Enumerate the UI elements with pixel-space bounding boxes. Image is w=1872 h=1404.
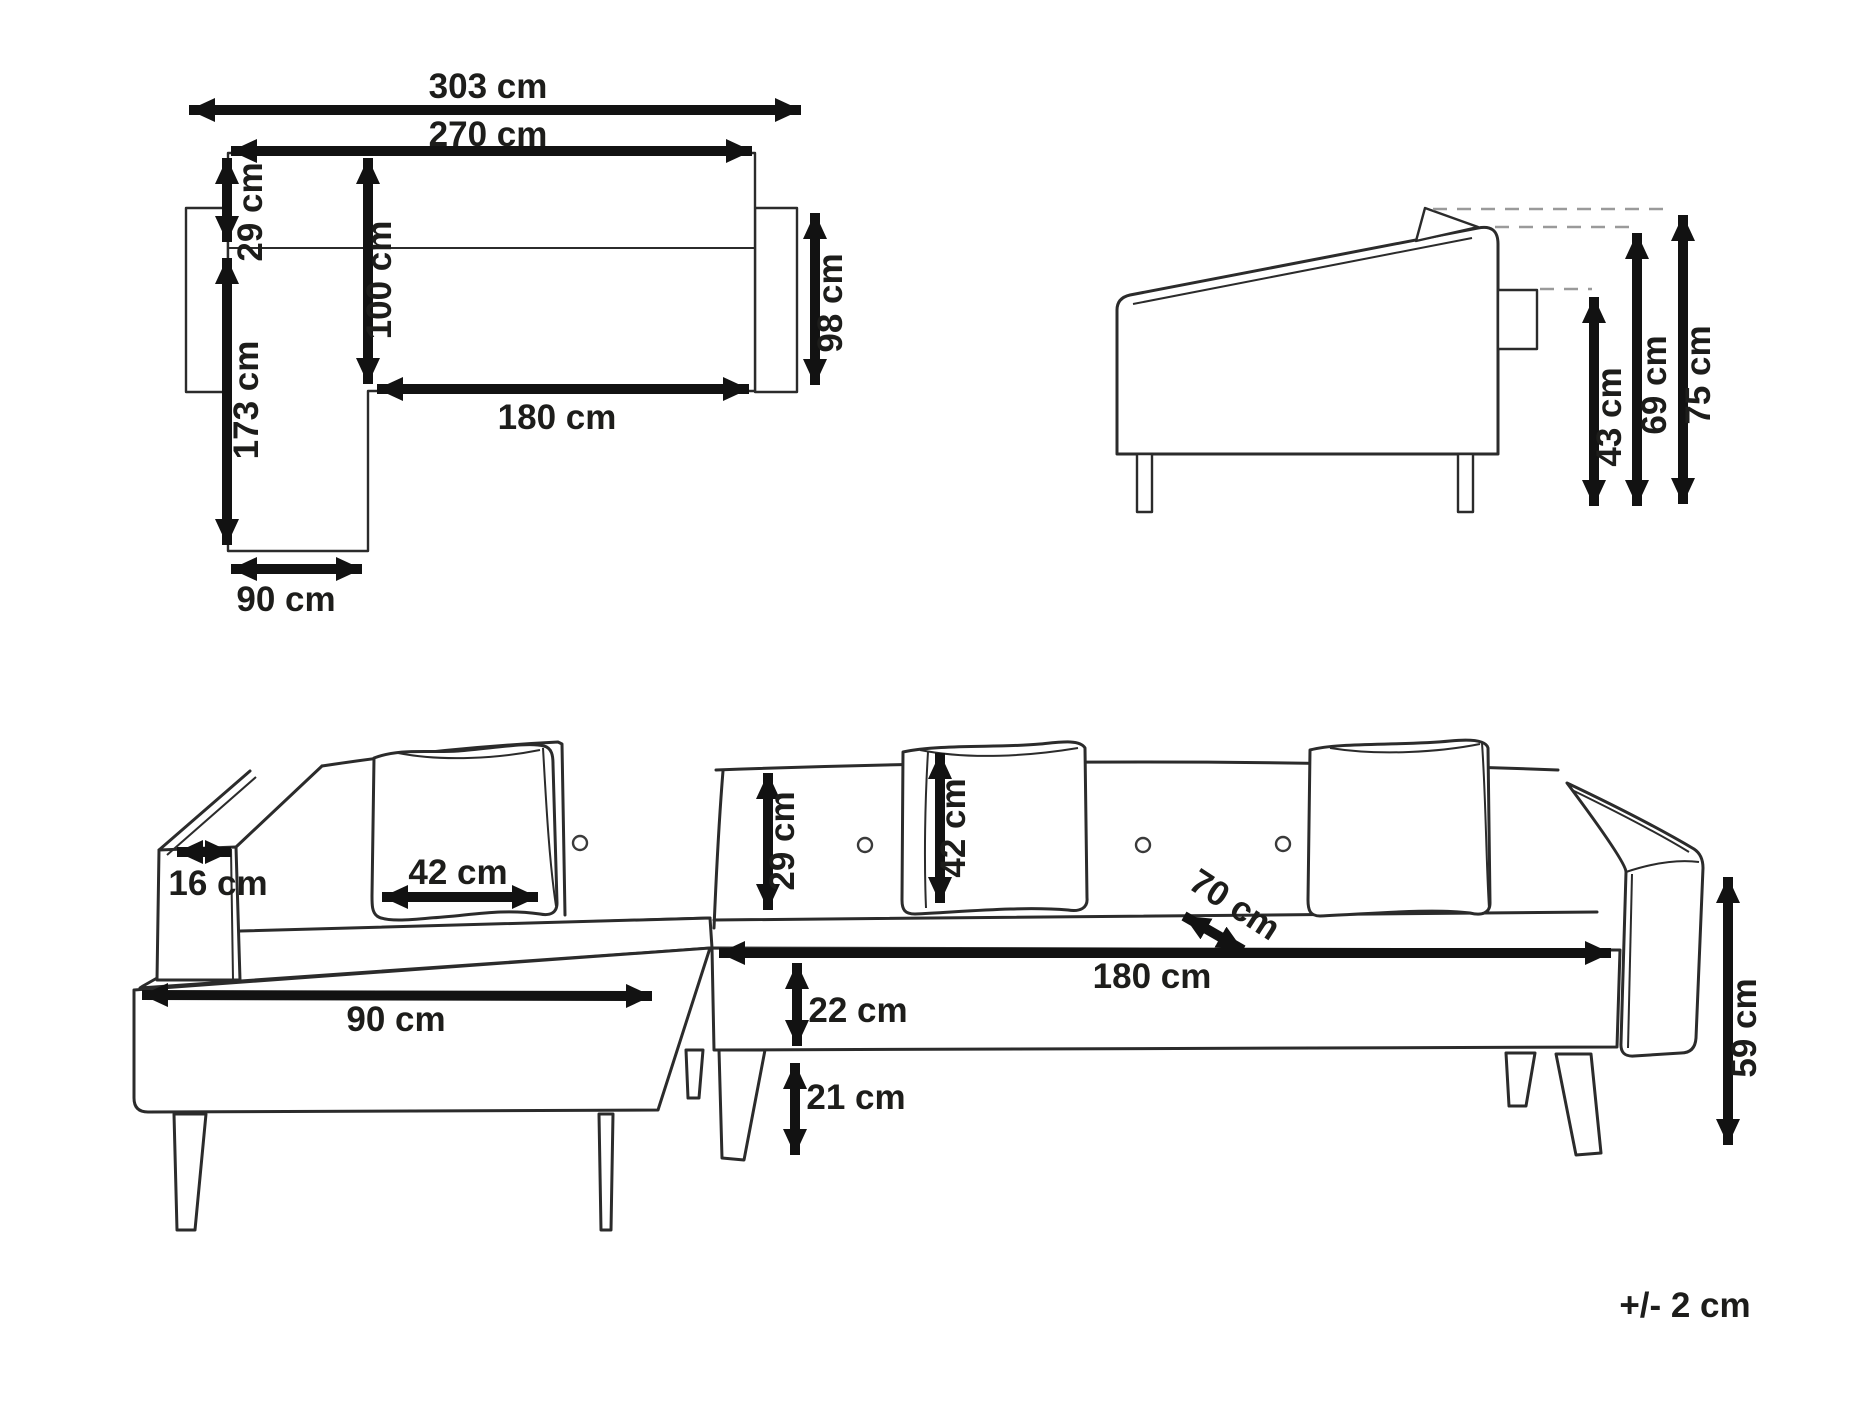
dim-label-right-side-depth: 98 cm (811, 253, 850, 353)
dim-backrest-height (1635, 233, 1674, 506)
tolerance-note: +/- 2 cm (1619, 1286, 1751, 1325)
dim-label-seat-depth: 70 cm (1182, 861, 1288, 949)
dim-seat-front-width (377, 389, 749, 437)
front-main-leg-back-right (1506, 1053, 1535, 1106)
dim-label-overall-width: 303 cm (428, 67, 548, 106)
side-sofa-body (1117, 227, 1498, 454)
dim-right-side-depth (811, 213, 850, 385)
dim-label-chaise-width: 90 cm (236, 580, 336, 619)
side-left-leg (1137, 454, 1152, 512)
dim-label-backrest-cushion-height: 29 cm (763, 791, 802, 891)
dim-label-body-width: 270 cm (428, 115, 548, 154)
front-view-diagram (134, 740, 1764, 1230)
backrest-button-2 (858, 838, 872, 852)
backrest-button-3 (1136, 838, 1150, 852)
dim-body-width (231, 115, 752, 154)
side-view-diagram (1117, 208, 1718, 512)
backrest-button-1 (573, 836, 587, 850)
dim-seat-depth (1183, 861, 1287, 950)
dim-label-seat-width: 180 cm (1092, 957, 1212, 996)
dim-label-chaise-seat-width: 90 cm (346, 1000, 446, 1039)
plan-right-armrest (755, 208, 797, 392)
dim-chaise-width (231, 569, 362, 619)
dim-label-cushion-width: 42 cm (408, 853, 508, 892)
dim-seat-height (1590, 297, 1629, 506)
dim-label-backrest-depth: 29 cm (231, 162, 270, 262)
pillow-middle (902, 742, 1087, 914)
plan-sofa-body (228, 153, 755, 551)
dim-label-leg-height: 21 cm (806, 1078, 906, 1117)
side-armrest-block (1498, 290, 1537, 349)
dim-overall-height (1679, 215, 1718, 504)
dim-label-cushion-height: 42 cm (934, 778, 973, 878)
dim-label-seat-height: 43 cm (1590, 367, 1629, 467)
side-right-leg (1458, 454, 1473, 512)
dim-label-armrest-width: 16 cm (168, 864, 268, 903)
dim-leg-height (795, 1063, 906, 1155)
front-main-leg-front-left (719, 1050, 765, 1160)
front-main-leg-front-right (1556, 1054, 1601, 1155)
dim-label-armrest-height: 59 cm (1725, 978, 1764, 1078)
dim-label-seat-front-width: 180 cm (497, 398, 617, 437)
plan-left-armrest (186, 208, 228, 392)
dim-label-overall-height: 75 cm (1679, 325, 1718, 425)
dim-label-backrest-height: 69 cm (1635, 335, 1674, 435)
dim-label-base-height: 22 cm (808, 991, 908, 1030)
top-view-diagram (186, 67, 850, 619)
backrest-button-4 (1276, 837, 1290, 851)
front-chaise-leg-left (174, 1114, 206, 1230)
front-chaise-leg-right (599, 1114, 613, 1230)
pillow-right (1308, 740, 1490, 916)
dim-backrest-depth (227, 158, 270, 262)
dim-label-total-depth: 100 cm (360, 220, 399, 340)
dim-overall-width (189, 67, 801, 110)
dim-armrest-height (1725, 877, 1764, 1145)
dim-backrest-cushion-height (763, 773, 802, 910)
front-main-leg-back-left (686, 1050, 703, 1098)
front-main-backrest-left-edge (714, 771, 723, 928)
dim-label-chaise-length: 173 cm (227, 340, 266, 460)
